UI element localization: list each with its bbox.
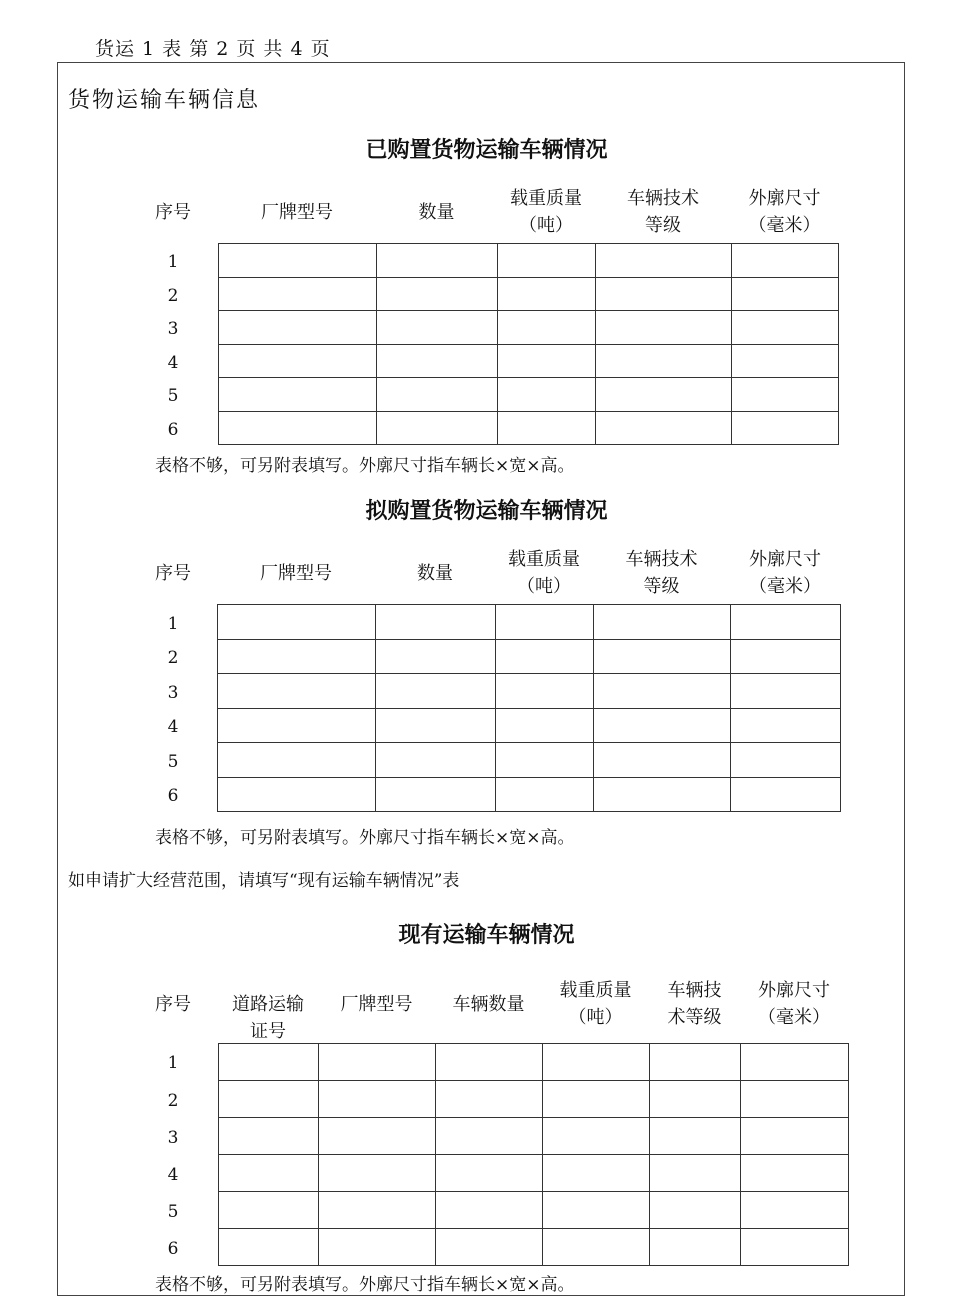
table-cell[interactable] — [596, 411, 732, 445]
table-cell[interactable] — [741, 1044, 849, 1081]
page-header: 货运 1 表 第 2 页 共 4 页 — [95, 38, 331, 60]
table3-row-number: 6 — [167, 1239, 179, 1259]
table-cell[interactable] — [496, 639, 594, 674]
table-cell[interactable] — [219, 1155, 319, 1192]
table-cell[interactable] — [218, 708, 376, 743]
table-cell[interactable] — [594, 674, 731, 709]
table3-header-index: 序号 — [155, 994, 191, 1015]
table-cell[interactable] — [376, 777, 496, 812]
table3-row-number: 4 — [167, 1165, 179, 1185]
table-cell[interactable] — [731, 605, 841, 640]
table-cell[interactable] — [496, 777, 594, 812]
table2-header-load: 载重质量 （吨） — [508, 549, 580, 597]
table-cell[interactable] — [219, 1081, 319, 1118]
table-cell[interactable] — [594, 743, 731, 778]
table3-header-count: 车辆数量 — [452, 994, 525, 1015]
table-cell[interactable] — [732, 277, 839, 311]
table3-header-dimensions: 外廓尺寸 （毫米） — [758, 980, 830, 1028]
table1-row-number: 5 — [167, 386, 179, 406]
table1-header-model: 厂牌型号 — [261, 202, 333, 223]
table3-header-permit: 道路运输 证号 — [232, 994, 304, 1042]
table-cell[interactable] — [219, 344, 377, 378]
table-cell[interactable] — [650, 1229, 741, 1266]
table-row — [219, 1081, 849, 1118]
table-cell[interactable] — [377, 378, 498, 412]
table2-header-index: 序号 — [155, 563, 191, 584]
table-row — [218, 639, 841, 674]
table-cell[interactable] — [731, 674, 841, 709]
table-row — [219, 1155, 849, 1192]
table-cell[interactable] — [377, 411, 498, 445]
table-cell[interactable] — [436, 1229, 543, 1266]
table2-title: 拟购置货物运输车辆情况 — [365, 499, 608, 524]
table-cell[interactable] — [219, 311, 377, 345]
table2-header-model: 厂牌型号 — [260, 563, 332, 584]
table-cell[interactable] — [219, 411, 377, 445]
table-row — [218, 777, 841, 812]
table-cell[interactable] — [741, 1229, 849, 1266]
table-cell[interactable] — [543, 1081, 650, 1118]
table-cell[interactable] — [219, 1229, 319, 1266]
table-cell[interactable] — [498, 411, 596, 445]
table-cell[interactable] — [731, 639, 841, 674]
table2-header-quantity: 数量 — [417, 563, 453, 584]
table-row — [218, 743, 841, 778]
table-cell[interactable] — [496, 743, 594, 778]
table1-row-number: 2 — [167, 286, 179, 306]
table3-note: 表格不够，可另附表填写。外廓尺寸指车辆长×宽×高。 — [155, 1275, 575, 1295]
table2-row-number: 4 — [167, 717, 179, 737]
table-cell[interactable] — [218, 674, 376, 709]
table-cell[interactable] — [436, 1081, 543, 1118]
table-cell[interactable] — [731, 743, 841, 778]
table-cell[interactable] — [498, 311, 596, 345]
table-cell[interactable] — [650, 1155, 741, 1192]
table-cell[interactable] — [594, 777, 731, 812]
table-cell[interactable] — [436, 1118, 543, 1155]
table-cell[interactable] — [219, 1118, 319, 1155]
table-cell[interactable] — [496, 605, 594, 640]
table1-row-number: 3 — [167, 319, 179, 339]
table-cell[interactable] — [732, 411, 839, 445]
table-cell[interactable] — [436, 1155, 543, 1192]
table-cell[interactable] — [496, 674, 594, 709]
expand-scope-instruction: 如申请扩大经营范围，请填写“现有运输车辆情况”表 — [68, 871, 460, 891]
table2-row-number: 3 — [167, 683, 179, 703]
table-cell[interactable] — [650, 1081, 741, 1118]
table-row — [218, 674, 841, 709]
table1-row-number: 4 — [167, 353, 179, 373]
table-cell[interactable] — [376, 639, 496, 674]
table-cell[interactable] — [594, 639, 731, 674]
table-cell[interactable] — [731, 777, 841, 812]
table2-header-grade: 车辆技术 等级 — [625, 549, 698, 597]
table-cell[interactable] — [376, 743, 496, 778]
table-row — [219, 1192, 849, 1229]
table-cell[interactable] — [218, 777, 376, 812]
table-cell[interactable] — [219, 277, 377, 311]
table-cell[interactable] — [496, 708, 594, 743]
table-cell[interactable] — [219, 244, 377, 278]
table3-header-load: 载重质量 （吨） — [559, 980, 632, 1028]
table-cell[interactable] — [218, 605, 376, 640]
table-cell[interactable] — [219, 1044, 319, 1081]
table2-row-number: 1 — [167, 614, 179, 634]
table-cell[interactable] — [319, 1229, 436, 1266]
table-cell[interactable] — [376, 674, 496, 709]
table-cell[interactable] — [596, 311, 732, 345]
table1-grid — [218, 243, 839, 445]
table-cell[interactable] — [731, 708, 841, 743]
table-cell[interactable] — [596, 378, 732, 412]
table1-note: 表格不够，可另附表填写。外廓尺寸指车辆长×宽×高。 — [155, 456, 575, 476]
table-cell[interactable] — [377, 244, 498, 278]
table-cell[interactable] — [543, 1229, 650, 1266]
table-cell[interactable] — [319, 1155, 436, 1192]
table-cell[interactable] — [319, 1118, 436, 1155]
table3-grid — [218, 1043, 849, 1266]
section-label: 货物运输车辆信息 — [68, 88, 261, 113]
table-row — [219, 344, 839, 378]
table-cell[interactable] — [436, 1192, 543, 1229]
table-cell[interactable] — [377, 311, 498, 345]
table-cell[interactable] — [741, 1155, 849, 1192]
table-cell[interactable] — [218, 743, 376, 778]
table-cell[interactable] — [596, 277, 732, 311]
table-row — [219, 411, 839, 445]
table-row — [218, 708, 841, 743]
table-cell[interactable] — [732, 344, 839, 378]
table3-title: 现有运输车辆情况 — [398, 923, 575, 948]
table-row — [218, 605, 841, 640]
table-cell[interactable] — [498, 244, 596, 278]
table-cell[interactable] — [732, 244, 839, 278]
table-cell[interactable] — [543, 1118, 650, 1155]
table-row — [219, 1118, 849, 1155]
table-row — [219, 1044, 849, 1081]
table-row — [219, 311, 839, 345]
table-row — [219, 277, 839, 311]
table3-header-grade: 车辆技 术等级 — [667, 980, 722, 1028]
table-cell[interactable] — [377, 344, 498, 378]
table1-header-index: 序号 — [155, 202, 191, 223]
table2-row-number: 2 — [167, 648, 179, 668]
table-cell[interactable] — [543, 1155, 650, 1192]
table-cell[interactable] — [650, 1044, 741, 1081]
table2-row-number: 5 — [167, 752, 179, 772]
table-row — [219, 378, 839, 412]
table1-header-quantity: 数量 — [418, 202, 455, 223]
table-cell[interactable] — [543, 1192, 650, 1229]
table-cell[interactable] — [741, 1118, 849, 1155]
table-cell[interactable] — [732, 378, 839, 412]
table-cell[interactable] — [498, 378, 596, 412]
table1-row-number: 6 — [167, 420, 179, 440]
table-cell[interactable] — [319, 1192, 436, 1229]
table-cell[interactable] — [543, 1044, 650, 1081]
table-cell[interactable] — [218, 639, 376, 674]
table2-note: 表格不够，可另附表填写。外廓尺寸指车辆长×宽×高。 — [155, 828, 575, 848]
table-cell[interactable] — [498, 344, 596, 378]
table-cell[interactable] — [219, 1192, 319, 1229]
table-cell[interactable] — [498, 277, 596, 311]
table-row — [219, 1229, 849, 1266]
table3-header-model: 厂牌型号 — [340, 994, 413, 1015]
table1-row-number: 1 — [167, 252, 179, 272]
table-cell[interactable] — [596, 344, 732, 378]
table-cell[interactable] — [741, 1192, 849, 1229]
table-cell[interactable] — [594, 605, 731, 640]
table-row — [219, 244, 839, 278]
table1-header-grade: 车辆技术 等级 — [627, 188, 699, 236]
table-cell[interactable] — [732, 311, 839, 345]
table-cell[interactable] — [436, 1044, 543, 1081]
table-cell[interactable] — [650, 1118, 741, 1155]
table1-header-load: 载重质量 （吨） — [510, 188, 582, 236]
table-cell[interactable] — [594, 708, 731, 743]
table-cell[interactable] — [376, 605, 496, 640]
table-cell[interactable] — [319, 1044, 436, 1081]
table3-row-number: 1 — [167, 1053, 179, 1073]
table1-header-dimensions: 外廓尺寸 （毫米） — [748, 188, 821, 236]
table-cell[interactable] — [376, 708, 496, 743]
table-cell[interactable] — [650, 1192, 741, 1229]
table-cell[interactable] — [219, 378, 377, 412]
table2-header-dimensions: 外廓尺寸 （毫米） — [749, 549, 821, 597]
table3-row-number: 2 — [167, 1091, 179, 1111]
table-cell[interactable] — [741, 1081, 849, 1118]
table2-row-number: 6 — [167, 786, 179, 806]
table-cell[interactable] — [319, 1081, 436, 1118]
table3-row-number: 3 — [167, 1128, 179, 1148]
table3-row-number: 5 — [167, 1202, 179, 1222]
table2-grid — [217, 604, 841, 812]
table1-title: 已购置货物运输车辆情况 — [365, 138, 608, 163]
table-cell[interactable] — [596, 244, 732, 278]
table-cell[interactable] — [377, 277, 498, 311]
